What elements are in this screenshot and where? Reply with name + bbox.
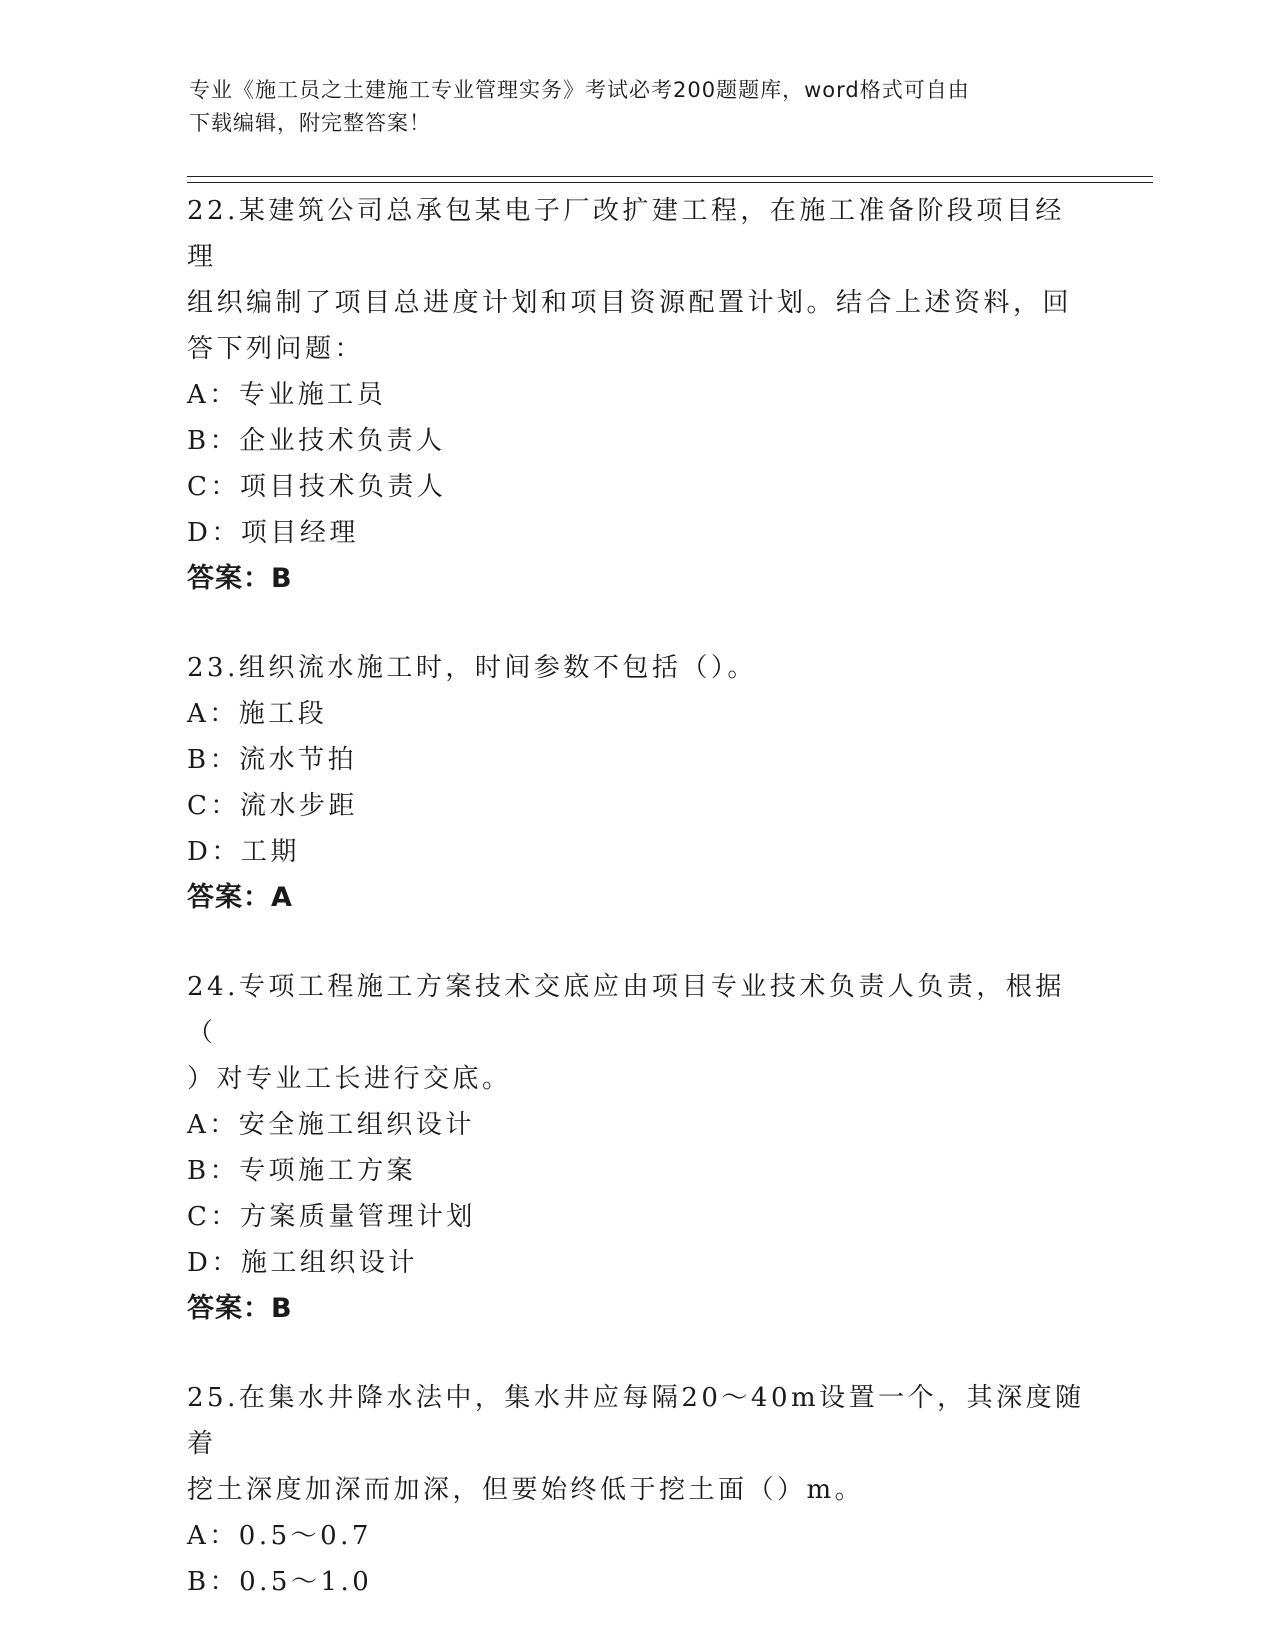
option-d: D：施工组织设计 — [187, 1248, 418, 1278]
option-a: A：专业施工员 — [187, 380, 387, 410]
option-c: C：流水步距 — [187, 791, 358, 821]
question-list — [187, 188, 1087, 1605]
header-line-1: 专业《施工员之土建施工专业管理实务》考试必考200题题库，word格式可自由 — [189, 78, 970, 102]
question-stem-line: 25.在集水井降水法中，集水井应每隔20～40m设置一个，其深度随着 — [187, 1383, 1085, 1459]
option-c: C：方案质量管理计划 — [187, 1202, 476, 1232]
question-spacer — [187, 921, 1087, 964]
document-header — [189, 74, 1089, 140]
question-24 — [187, 964, 1087, 1332]
answer-label: 答案：B — [187, 1293, 293, 1324]
option-b: B：专项施工方案 — [187, 1156, 417, 1186]
header-line-2: 下载编辑，附完整答案！ — [189, 111, 431, 135]
question-23 — [187, 645, 1087, 921]
question-stem-line: 答下列问题： — [187, 334, 365, 364]
option-a: A：0.5～0.7 — [187, 1521, 372, 1551]
question-stem-line: 组织编制了项目总进度计划和项目资源配置计划。结合上述资料，回 — [187, 288, 1073, 318]
header-divider-top — [187, 176, 1153, 177]
question-stem-line: 挖土深度加深而加深，但要始终低于挖土面（）m。 — [187, 1475, 865, 1505]
option-a: A：安全施工组织设计 — [187, 1110, 475, 1140]
option-a: A：施工段 — [187, 699, 328, 729]
question-stem-line: 23.组织流水施工时，时间参数不包括（）。 — [187, 653, 757, 683]
option-d: D：工期 — [187, 837, 300, 867]
answer-label: 答案：B — [187, 563, 293, 594]
question-22 — [187, 188, 1087, 602]
question-25 — [187, 1375, 1087, 1605]
option-b: B：0.5～1.0 — [187, 1567, 373, 1597]
question-spacer — [187, 602, 1087, 645]
question-stem-line: ）对专业工长进行交底。 — [187, 1064, 512, 1094]
question-spacer — [187, 1332, 1087, 1375]
answer-label: 答案：A — [187, 882, 293, 913]
question-stem-line: 22.某建筑公司总承包某电子厂改扩建工程，在施工准备阶段项目经理 — [187, 196, 1065, 272]
question-stem-line: 24.专项工程施工方案技术交底应由项目专业技术负责人负责，根据（ — [187, 972, 1065, 1048]
option-d: D：项目经理 — [187, 518, 359, 548]
option-b: B：流水节拍 — [187, 745, 358, 775]
option-b: B：企业技术负责人 — [187, 426, 446, 456]
option-c: C：项目技术负责人 — [187, 472, 447, 502]
header-divider-bottom — [187, 182, 1153, 183]
